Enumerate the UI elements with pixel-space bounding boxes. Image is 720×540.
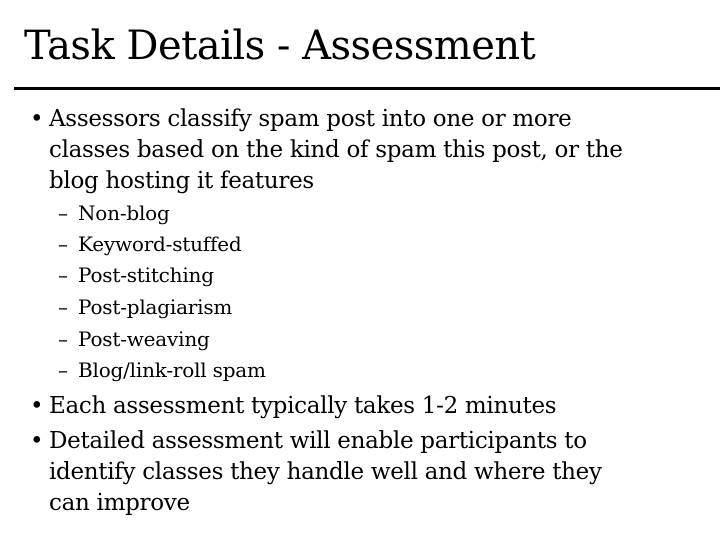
sub-item-post-plagiarism [58,292,232,323]
bullet-assessors-classify [30,104,710,197]
bullet-text [30,391,710,422]
sub-item-keyword-stuffed [58,229,241,260]
sub-item-blog-link-roll-spam [58,355,266,386]
dash-icon: – [58,327,68,351]
bullet-icon: • [30,106,44,132]
bullet-text [30,426,710,519]
sub-item-label: Blog/link-roll spam [78,358,266,382]
bullet-assessment-time [30,391,710,422]
bullet-line: Assessors classify spam post into one or more [49,106,572,132]
sub-item-non-blog [58,198,170,229]
sub-item-post-stitching [58,260,214,291]
sub-item-label: Non-blog [78,201,170,225]
sub-item-label: Post-weaving [78,327,210,351]
slide-title: Task Details - Assessment [24,23,536,69]
bullet-line: identify classes they handle well and where they [49,459,602,485]
bullet-line: classes based on the kind of spam this post, or the [49,137,623,163]
sub-item-label: Post-plagiarism [78,295,233,319]
bullet-icon: • [30,428,44,454]
bullet-line: can improve [49,490,190,516]
bullet-line: blog hosting it features [49,168,314,194]
sub-item-post-weaving [58,324,210,355]
bullet-detailed-assessment [30,426,710,519]
bullet-line: Detailed assessment will enable participants to [49,428,587,454]
title-underline [14,87,720,90]
dash-icon: – [58,295,68,319]
sub-item-label: Keyword-stuffed [78,232,242,256]
bullet-icon: • [30,393,44,419]
dash-icon: – [58,232,68,256]
dash-icon: – [58,263,68,287]
dash-icon: – [58,358,68,382]
bullet-text [30,104,710,197]
dash-icon: – [58,201,68,225]
bullet-line: Each assessment typically takes 1-2 minutes [49,393,557,419]
sub-item-label: Post-stitching [78,263,214,287]
